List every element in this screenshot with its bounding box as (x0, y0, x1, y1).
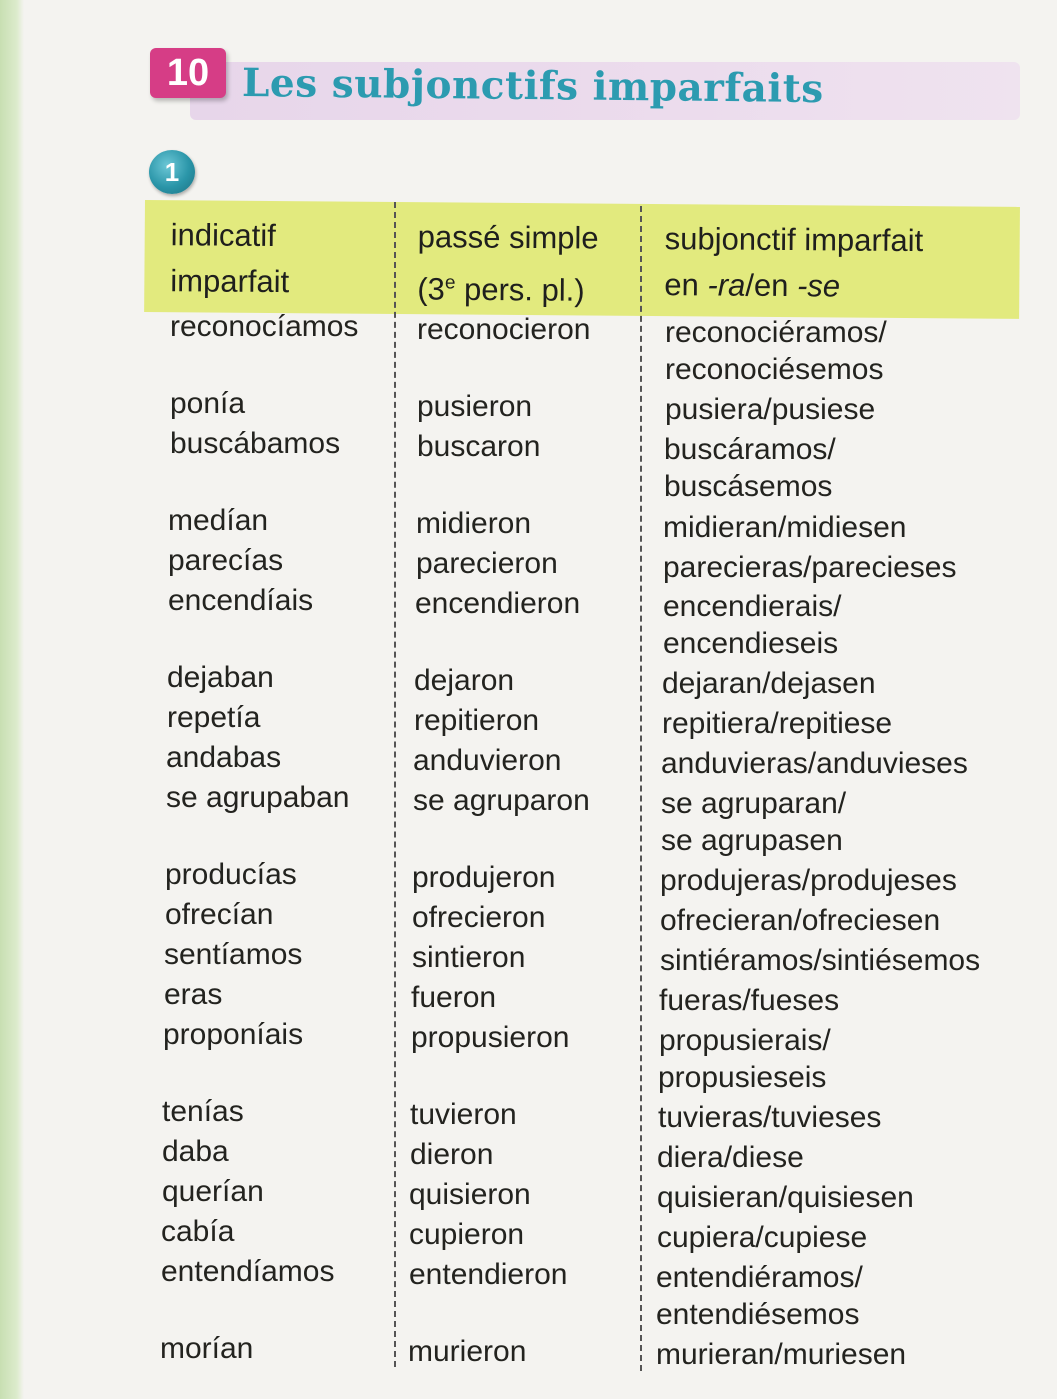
col1-cell: morían (160, 1332, 254, 1365)
col3-cell: propusierais/ (659, 1024, 831, 1057)
col1-cell: eras (164, 978, 223, 1011)
col3-cell: sintiéramos/sintiésemos (660, 944, 981, 977)
col3-cell: parecieras/parecieses (663, 551, 957, 584)
col1-cell: cabía (161, 1215, 235, 1248)
col3-cell: encendieseis (663, 627, 839, 660)
col1-cell: producías (165, 858, 297, 891)
col2-cell: repitieron (414, 704, 540, 737)
col2-cell: se agruparon (413, 784, 590, 817)
col2-cell: sintieron (412, 941, 526, 974)
col1-cell: repetía (167, 701, 261, 734)
col3-cell: buscáramos/ (664, 433, 836, 466)
col1-cell: reconocíamos (170, 310, 359, 343)
col2-cell: parecieron (416, 547, 558, 580)
table-header-band (144, 200, 1020, 319)
col1-cell: andabas (166, 741, 282, 774)
header-indicatif-imparfait: indicatif imparfait (170, 217, 290, 300)
exercise-number-marker: 1 (149, 150, 195, 194)
col1-cell: ponía (170, 387, 246, 420)
col1-cell: sentíamos (164, 938, 303, 971)
col3-cell: dejaran/dejasen (662, 667, 876, 700)
col1-cell: querían (162, 1175, 264, 1208)
col2-cell: fueron (411, 981, 497, 1014)
col1-cell: encendíais (168, 584, 314, 617)
col3-cell: se agrupasen (661, 824, 843, 857)
col2-cell: ofrecieron (412, 901, 546, 934)
col3-cell: midieran/midiesen (663, 511, 907, 544)
col3-cell: reconociéramos/ (665, 316, 887, 349)
col2-cell: anduvieron (413, 744, 562, 777)
col1-cell: se agrupaban (166, 781, 350, 814)
header-passe-simple: passé simple (3e pers. pl.) (417, 219, 599, 308)
col2-cell: cupieron (409, 1218, 525, 1251)
col2-cell: encendieron (415, 587, 581, 620)
col1-cell: dejaban (167, 661, 274, 694)
col2-cell: murieron (408, 1335, 527, 1368)
section-title: Les subjonctifs imparfaits (241, 60, 824, 113)
col2-cell: tuvieron (410, 1098, 517, 1131)
col1-cell: proponíais (163, 1018, 304, 1051)
col1-cell: entendíamos (161, 1255, 335, 1288)
col2-cell: midieron (416, 507, 532, 540)
col3-cell: repitiera/repitiese (662, 707, 893, 740)
col3-cell: entendiésemos (656, 1298, 860, 1331)
col1-cell: buscábamos (170, 427, 341, 460)
col3-cell: pusiera/pusiese (665, 393, 876, 426)
col2-cell: reconocieron (417, 313, 591, 346)
col3-cell: propusieseis (658, 1061, 827, 1094)
col3-cell: buscásemos (664, 470, 833, 503)
col2-cell: dieron (410, 1138, 494, 1171)
col1-cell: daba (162, 1135, 229, 1168)
col2-cell: pusieron (417, 390, 533, 423)
header-subjonctif-imparfait: subjonctif imparfait en -ra/en -se (664, 221, 924, 304)
page-edge-strip (0, 0, 24, 1399)
column-divider-2 (640, 206, 642, 1371)
col3-cell: anduvieras/anduvieses (661, 747, 968, 780)
col3-cell: produjeras/produjeses (660, 864, 957, 897)
col2-cell: propusieron (411, 1021, 570, 1054)
col2-cell: dejaron (414, 664, 515, 697)
col2-cell: quisieron (409, 1178, 531, 1211)
column-divider-1 (394, 202, 396, 1367)
col3-cell: reconociésemos (665, 353, 884, 386)
col3-cell: murieran/muriesen (656, 1338, 907, 1371)
col2-cell: produjeron (412, 861, 556, 894)
col3-cell: fueras/fueses (659, 984, 840, 1017)
col3-cell: encendierais/ (663, 590, 842, 623)
col3-cell: cupiera/cupiese (657, 1221, 868, 1254)
col3-cell: entendiéramos/ (656, 1261, 863, 1294)
col1-cell: tenías (162, 1095, 244, 1128)
col3-cell: quisieran/quisiesen (657, 1181, 914, 1214)
col3-cell: se agruparan/ (661, 787, 847, 820)
col3-cell: tuvieras/tuvieses (658, 1101, 882, 1134)
col2-cell: entendieron (409, 1258, 568, 1291)
col1-cell: parecías (168, 544, 284, 577)
col3-cell: ofrecieran/ofreciesen (660, 904, 941, 937)
col2-cell: buscaron (417, 430, 541, 463)
col1-cell: medían (168, 504, 269, 537)
col3-cell: diera/diese (657, 1141, 804, 1174)
col1-cell: ofrecían (165, 898, 274, 931)
section-number-badge: 10 (150, 48, 226, 98)
